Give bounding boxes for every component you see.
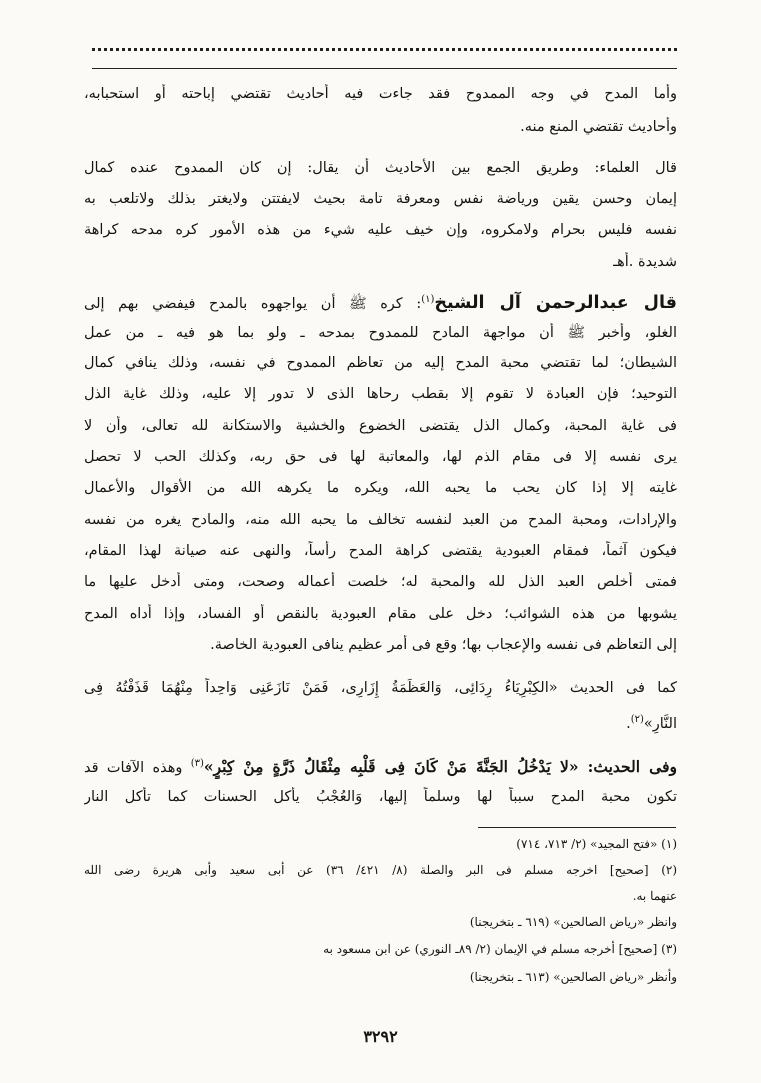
text-line: وأما المدح في وجه الممدوح فقد جاءت فيه أحاديث تقتضي إباحته أو استحبابه، bbox=[84, 86, 677, 102]
heading-rest: : كره ﷺ أن يواجهوه بالمدح فيفضي بهم إلى bbox=[84, 295, 422, 312]
hadith-period: . bbox=[626, 715, 631, 732]
text-line: شديدة .أهـ bbox=[612, 254, 677, 270]
footnote: (٢) [صحيح] اخرجه مسلم فى البر والصلة (٨/ ٤٢١/ ٣٦) عن أبى سعيد وأبى هريرة رضى الله bbox=[84, 863, 678, 877]
hadith-end: النَّارِ» bbox=[643, 715, 677, 732]
footnote: عنهما به. bbox=[632, 889, 677, 903]
footnote: وانظر «رياض الصالحين» (٦١٩ ـ بتخريجنا) bbox=[469, 915, 677, 929]
text-line: والإرادات، ومحبة المدح من العبد لنفسه تخالف ما يحبه الله منه، والمادح يغره من نفسه bbox=[84, 512, 677, 528]
text-line: الشيطان؛ لما تقتضي محبة المدح إليه من تعاظم الممدوح في نفسه، وذلك ينافي كمال bbox=[84, 355, 677, 371]
hadith-line bbox=[626, 710, 677, 734]
header-solid-rule bbox=[92, 68, 677, 69]
text-line: إلى التعاظم فى نفسه والإعجاب بها؛ وقع فى أمر عظيم ينافى العبودية الخاصة. bbox=[210, 637, 677, 653]
footnote-rule bbox=[478, 827, 676, 828]
hadith-rest: وهذه الآفات قد bbox=[84, 759, 191, 776]
text-line: فيكون آثماً، فمقام العبودية يقتضى كراهة المدح رأساً، والنهى عنه صيانة لهذا المقام، bbox=[84, 543, 677, 559]
text-line: نفسه فليس بحرام ولامكروه، وإن خيف عليه شيء من هذه الأمور كره مدحه كراهة bbox=[84, 222, 677, 238]
footnote: (١) «فتح المجيد» (٢/ ٧١٣، ٧١٤) bbox=[516, 837, 677, 851]
text-line: التوحيد؛ فإن العبادة لا تقوم إلا بقطب رحاها الذى لا تدور إلا عليه، وذلك غاية الذل bbox=[84, 386, 677, 402]
page-number: ٣٢٩٢ bbox=[363, 1027, 398, 1046]
section-heading: قال عبدالرحمن آل الشيخ bbox=[434, 292, 677, 313]
text-line: تكون محبة المدح سبباً لها وسلماً إليها، وَالعُجْبُ يأكل الحسنات كما تأكل النار bbox=[84, 789, 677, 805]
text-line: فى غاية المحبة، وكمال الذل يقتضى الخضوع والخشية والاستكانة لله تعالى، وأن لا bbox=[84, 418, 677, 434]
header-dotted-rule bbox=[92, 48, 677, 51]
text-line: وأحاديث تقتضي المنع منه. bbox=[520, 119, 677, 135]
text-line: إيمان وحسن يقين ورياضة نفس ومعرفة تامة بحيث لايفتتن ولايغتر بذلك ولاتلعب به bbox=[84, 191, 677, 207]
text-line: يشوبها من هذه الشوائب؛ دخل على مقام العبودية بالنقص أو الفساد، وإذا أداه المدح bbox=[84, 606, 677, 622]
hadith-quote: وفى الحديث: «لا يَدْخُلُ الجَنَّةَ مَنْ كَانَ فِى قَلْبِه مِثْقَالُ ذَرَّةٍ مِنْ كِبْرٍ» bbox=[203, 756, 677, 776]
footnote: وأنظر «رياض الصالحين» (٦١٣ ـ بتخريجنا) bbox=[469, 970, 677, 984]
footnote: (٣) [صحيح] أخرجه مسلم في الإيمان (٢/ ٨٩ـ النوري) عن ابن مسعود به bbox=[323, 942, 677, 956]
footnote-ref: (١) bbox=[421, 294, 435, 305]
footnote-ref: (٢) bbox=[630, 714, 644, 725]
hadith-line: كما فى الحديث «الكِبْرِيَاءُ رِدَائِى، وَالعَظَمَةُ إِزَارِى، فَمَنْ نَازَعَنِى وَاحِداً مِنْهُمَا قَذَفْتُهُ فِى bbox=[84, 680, 677, 696]
section-heading-line bbox=[84, 288, 677, 316]
footnote-ref: (٣) bbox=[190, 758, 204, 769]
text-line: غايته إلا إذا كان يحب ما يحبه الله، ويكره ما يكرهه الله من الأقوال والأعمال bbox=[84, 480, 677, 496]
text-line: فمتى أخلص العبد الذل لله والمحبة له؛ خلصت أعماله وصحت، ومتى أدخل عليها ما bbox=[84, 574, 677, 590]
hadith-line bbox=[84, 753, 677, 779]
text-line: قال العلماء: وطريق الجمع بين الأحاديث أن يقال: إن كان الممدوح عنده كمال bbox=[84, 160, 677, 176]
text-line: الغلو، وأخبر ﷺ أن مواجهة المادح للممدوح بمدحه ـ ولو بما هو فيه ـ من عمل bbox=[84, 325, 677, 341]
text-line: يرى نفسه إلا فى مقام الذم لها، والمعاتبة لها فى حق ربه، وكذلك الحب لا تحصل bbox=[84, 449, 677, 465]
